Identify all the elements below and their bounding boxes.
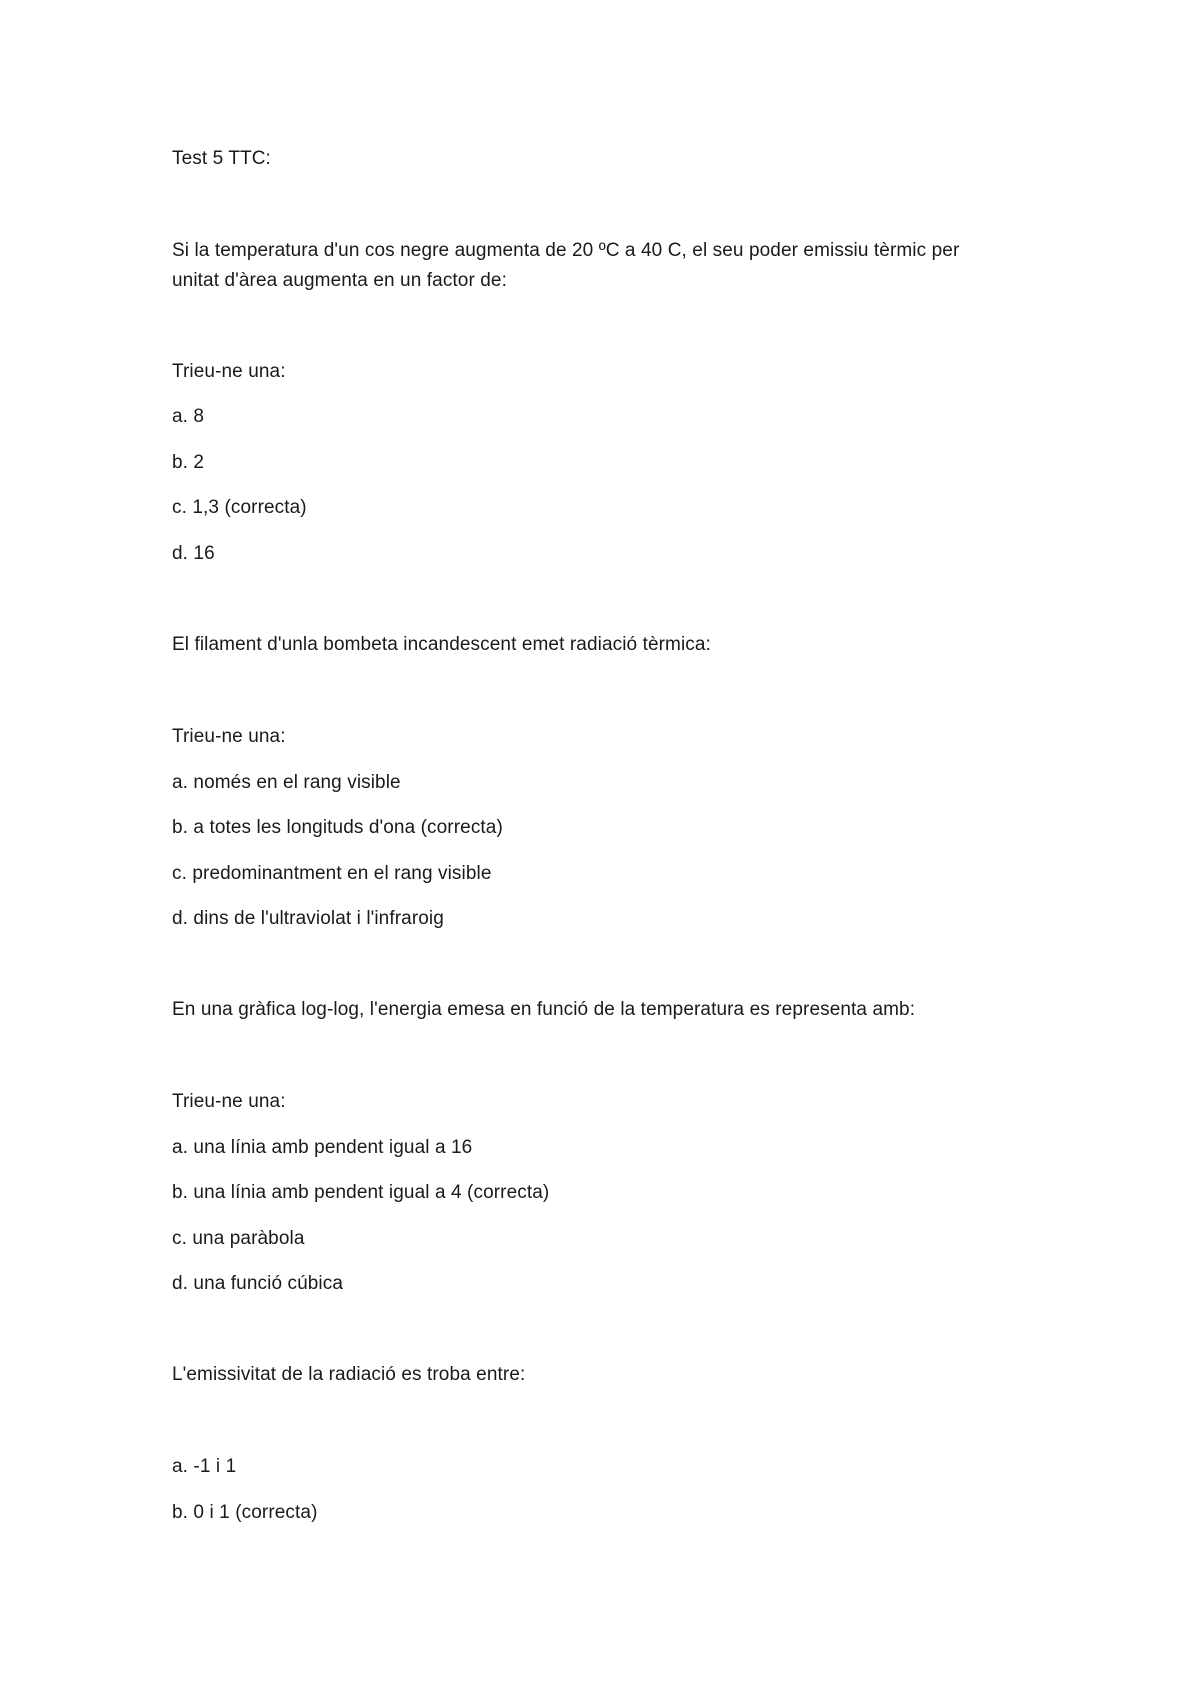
question-3-option-a: a. una línia amb pendent igual a 16 <box>172 1137 473 1158</box>
question-2-option-d: d. dins de l'ultraviolat i l'infraroig <box>172 908 444 929</box>
question-2-option-b: b. a totes les longituds d'ona (correcta) <box>172 817 503 838</box>
question-2-option-a: a. només en el rang visible <box>172 772 401 793</box>
question-1-option-a: a. 8 <box>172 406 205 427</box>
question-3-option-d: d. una funció cúbica <box>172 1273 344 1294</box>
document-title: Test 5 TTC: <box>172 148 271 169</box>
question-4-option-a: a. -1 i 1 <box>172 1456 237 1477</box>
question-3-option-b: b. una línia amb pendent igual a 4 (correcta) <box>172 1182 550 1203</box>
question-3-text-line-1: En una gràfica log-log, l'energia emesa en funció de la temperatura es representa amb: <box>172 999 916 1020</box>
question-1-text-line-1: Si la temperatura d'un cos negre augmenta de 20 ºC a 40 C, el seu poder emissiu tèrmic per <box>172 240 960 261</box>
question-4-text-line-1: L'emissivitat de la radiació es troba entre: <box>172 1364 526 1385</box>
question-1-option-b: b. 2 <box>172 452 205 473</box>
question-2-prompt: Trieu-ne una: <box>172 726 286 747</box>
question-1-prompt: Trieu-ne una: <box>172 361 286 382</box>
question-4-option-b: b. 0 i 1 (correcta) <box>172 1502 318 1523</box>
question-1-text-line-2: unitat d'àrea augmenta en un factor de: <box>172 270 507 291</box>
question-1-option-c: c. 1,3 (correcta) <box>172 497 307 518</box>
question-2-text-line-1: El filament d'unla bombeta incandescent emet radiació tèrmica: <box>172 634 711 655</box>
question-1-option-d: d. 16 <box>172 543 215 564</box>
question-2-option-c: c. predominantment en el rang visible <box>172 863 492 884</box>
question-3-option-c: c. una paràbola <box>172 1228 305 1249</box>
question-3-prompt: Trieu-ne una: <box>172 1091 286 1112</box>
